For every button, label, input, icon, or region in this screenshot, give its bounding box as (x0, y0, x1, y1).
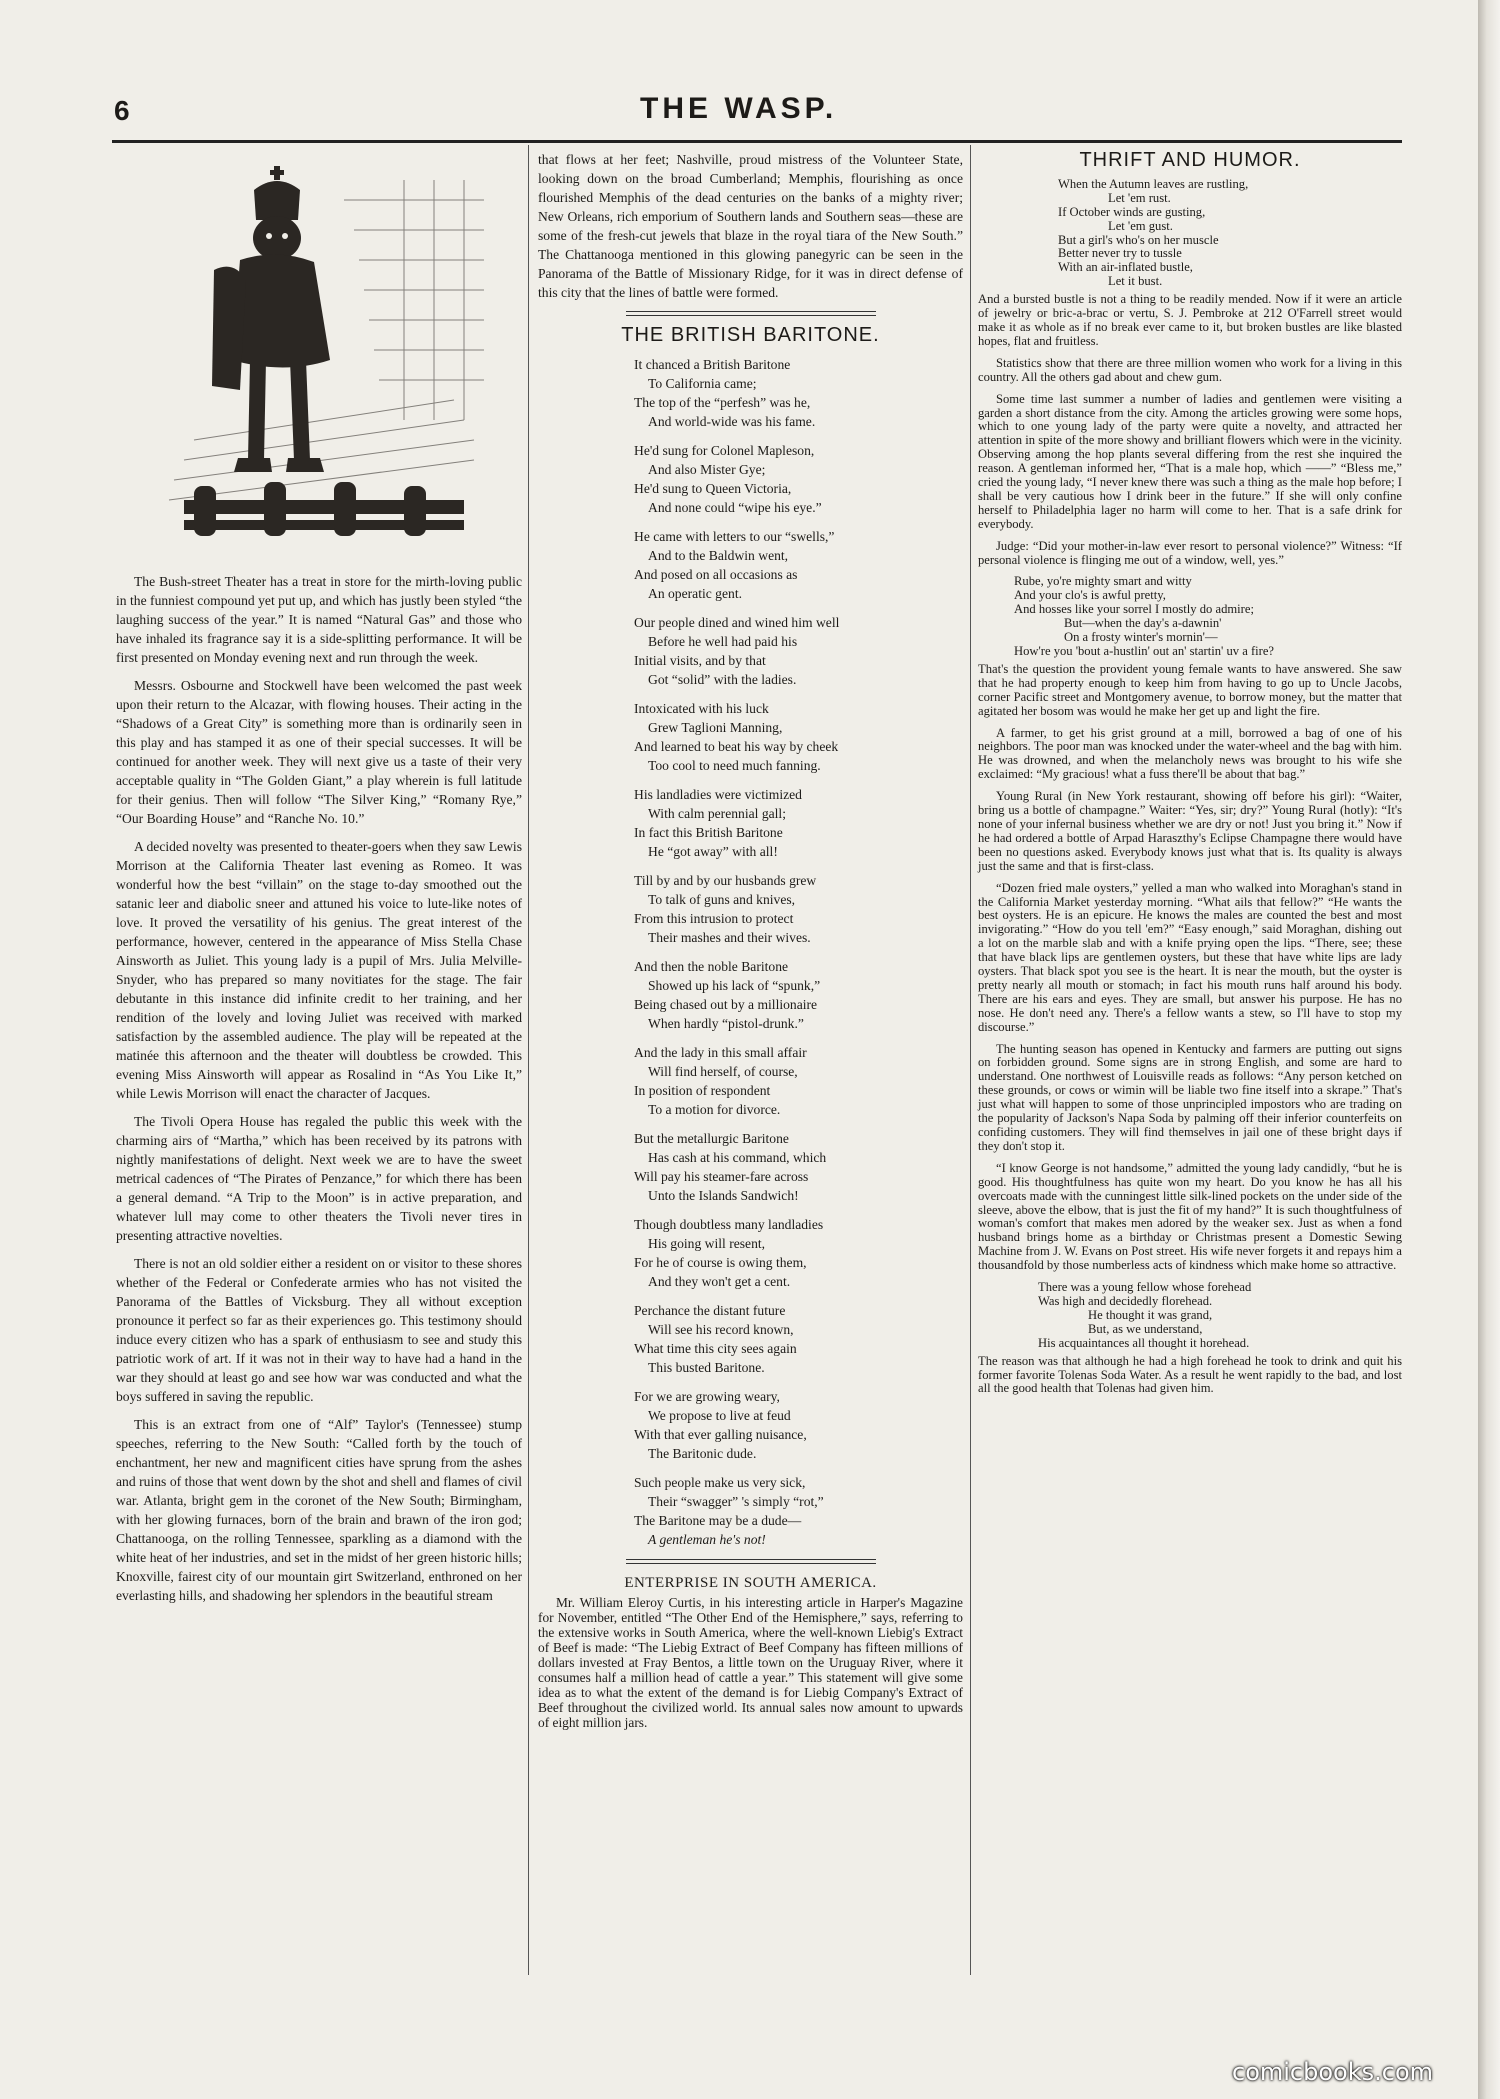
poem-stanza (538, 957, 963, 1033)
paragraph: The reason was that although he had a high forehead he took to drink and quit his former favorite Tolenas Soda Water. As a result he went rapidly to the bad, and lost all the good health that Tolenas had given him. (978, 1353, 1402, 1396)
paragraph: The hunting season has opened in Kentucky and farmers are putting out signs on forbidden ground. Some signs are in strong English, and some are hard to understand. One northwest of Louisville reads as follows: “Any person ketched on these grounds, or cows or wimin will be liable two fine itself into a skrape.” That's just what will happen to some of those unprincipled impostors who are trading on the popularity of Jackson's Napa Soda by palming off their inferior counterfeits on confiding customers. They will find themselves in jail one of these bright days if they don't stop it. (978, 1041, 1402, 1153)
poem-stanza (538, 441, 963, 517)
verse-line: But—when the day's a-dawnin' (1064, 616, 1222, 631)
verse-line: There was a young fellow whose forehead (1038, 1280, 1252, 1295)
poem-line: What time this city sees again (634, 1341, 797, 1356)
poem-line: The Baritonic dude. (648, 1446, 757, 1461)
poem-line: He “got away” with all! (648, 844, 778, 859)
paragraph: The Bush-street Theater has a treat in store for the mirth-loving public in the funniest compound yet put up, and which has justly been styled “the laughing success of the year.” It is named “Natural Gas” and those who have inhaled its fragrance say it is a side-splitting performance. It will be first presented on Monday evening next and run through the week. (116, 574, 522, 665)
article-title: ENTERPRISE IN SOUTH AMERICA. (624, 1575, 877, 1591)
poem-line: His landladies were victimized (634, 787, 802, 802)
verse-line: But, as we understand, (1088, 1321, 1203, 1336)
poem-line: Their “swagger” 's simply “rot,” (648, 1494, 824, 1509)
section-rule (626, 1559, 876, 1564)
poem (538, 355, 963, 1549)
verse-line: Rube, yo're mighty smart and witty (1014, 574, 1192, 589)
poem-line: With that ever galling nuisance, (634, 1427, 807, 1442)
poem-line: Too cool to need much fanning. (648, 758, 821, 773)
poem-line: And then the noble Baritone (634, 959, 789, 974)
poem-stanza (538, 1043, 963, 1119)
paragraph: Mr. William Eleroy Curtis, in his interesting article in Harper's Magazine for November, entitled “The Other End of the Hemisphere,” says, referring to the extensive works in South America, where the well-known Liebig's Extract of Beef is made: “The Liebig Extract of Beef Company has fifteen millions of dollars invested at Fray Bentos, a little town on the Uruguay River, where it consumes half a million head of cattle a year.” This statement will give some idea as to what the extent of the demand is for Liebig Company's Extract of Beef throughout the civilized world. Its annual sales now amount to upwards of eight million jars. (538, 1595, 963, 1730)
poem-line: Till by and by our husbands grew (634, 873, 817, 888)
paragraph: Young Rural (in New York restaurant, showing off before his girl): “Waiter, bring us a bottle of champagne.” Waiter: “Yes, sir; dry?” Young Rural (hotly): “It's none of your infernal business whether we are dry or not! Just you bring it.” Now if he had ordered a bottle of Arpad Haraszthy's Eclipse Champagne there would have been no questions asked. Everybody knows just what that is. Its quality is always just the same and that is first-class. (978, 789, 1402, 873)
poem-line: Intoxicated with his luck (634, 701, 769, 716)
verse-line: Let it bust. (1108, 274, 1163, 289)
verse (978, 575, 1402, 658)
verse-line: Let 'em rust. (1108, 190, 1171, 205)
verse-line: He thought it was grand, (1088, 1307, 1213, 1322)
poem-line: For we are growing weary, (634, 1389, 780, 1404)
poem-line: Will pay his steamer-fare across (634, 1169, 809, 1184)
section-title: THRIFT AND HUMOR. (1079, 149, 1301, 171)
poem-line: Their mashes and their wives. (648, 930, 811, 945)
watermark: comicbooks.com (1232, 2058, 1434, 2086)
verse-line: Let 'em gust. (1108, 218, 1173, 233)
paragraph: There is not an old soldier either a resident on or visitor to these shores whether of the Federal or Confederate armies who has not visited the Panorama of the Battles of Vicksburg. They all without exception pronounce it perfect so far as their experiences go. This testimony should induce every citizen who has a spark of enthusiasm to see and study this patriotic work of art. If it was not in their way to have had a hand in the war they should at least go and see how war was conducted and what the boys suffered in saving the republic. (116, 1256, 522, 1404)
poem-stanza (538, 1129, 963, 1205)
illustration-crowned-figure (154, 160, 484, 560)
poem-stanza (538, 355, 963, 431)
paragraph: Judge: “Did your mother-in-law ever resort to personal violence?” Witness: “If personal violence is flinging me out of a window, well, yes.” (978, 538, 1402, 567)
poem-line: Before he well had paid his (648, 634, 798, 649)
poem-line: In position of respondent (634, 1083, 771, 1098)
poem-stanza (538, 1301, 963, 1377)
poem-line: Unto the Islands Sandwich! (648, 1188, 799, 1203)
poem-line: Grew Taglioni Manning, (648, 720, 783, 735)
verse (978, 1281, 1402, 1351)
poem-line: Our people dined and wined him well (634, 615, 840, 630)
poem-stanza (538, 1215, 963, 1291)
paragraph: The Tivoli Opera House has regaled the public this week with the charming airs of “Martha,” which has been received by its patrons with nightly manifestations of delight. Next week we are to have the sweet metrical cadences of “The Pirates of Penzance,” for which there has been a general demand. “A Trip to the Moon” is in active preparation, and whatever lull may come to other theaters the Tivoli never tires in presenting attractive novelties. (116, 1114, 522, 1243)
poem-line: His going will resent, (648, 1236, 766, 1251)
verse-line: And your clo's is awful pretty, (1014, 588, 1166, 603)
verse-line: On a frosty winter's mornin'— (1064, 630, 1218, 645)
poem-line: With calm perennial gall; (648, 806, 786, 821)
poem-line: To a motion for divorce. (648, 1102, 781, 1117)
verse-line: But a girl's who's on her muscle (1058, 232, 1219, 247)
paragraph: This is an extract from one of “Alf” Taylor's (Tennessee) stump speeches, referring to the New South: “Called forth by the touch of enchantment, her new and magnificent cities have sprung from the ashes and ruins of those that went down by the shot and shell and flames of civil war. Atlanta, bright gem in the coronet of the New South; Birmingham, with her glowing furnaces, born of the brain and brawn of the iron god; Chattanooga, on the rolling Tennessee, sparkling as a diamond with the white heat of her industries, and set in the midst of her green historic hills; Knoxville, fairest city of our mountain girt Switzerland, enthroned on her everlasting hills, and shadowing her splendors in the beautiful stream (116, 1417, 522, 1603)
poem-line: And to the Baldwin went, (648, 548, 789, 563)
paragraph: “I know George is not handsome,” admitted the young lady candidly, “but he is good. His thoughtfulness has quite won my heart. Do you know he has all his overcoats made with the cunningest little silk-lined pockets on the under side of the sleeve, above the elbow, that is just the fit of my hand?” It is such thoughtfulness of woman's comfort that makes men adored by the weaker sex. Just as when a fond husband brings home as a birthday or Christmas present a Domestic Sewing Machine from J. W. Evans on Post street. His wife never forgets it and repays him a thousandfold by those numberless acts of kindness which make home so attractive. (978, 1160, 1402, 1273)
column-divider (528, 145, 529, 1975)
poem-stanza (538, 613, 963, 689)
page-edge (1478, 0, 1500, 2099)
poem-line: And the lady in this small affair (634, 1045, 807, 1060)
poem-line: When hardly “pistol-drunk.” (648, 1016, 804, 1031)
verse-line: Was high and decidedly florehead. (1038, 1293, 1213, 1308)
poem-stanza (538, 1387, 963, 1463)
poem-line: Got “solid” with the ladies. (648, 672, 797, 687)
poem-stanza (538, 871, 963, 947)
poem-line: To California came; (648, 376, 757, 391)
paragraph: Some time last summer a number of ladies and gentlemen were visiting a garden a short distance from the city. Among the articles growing were some hops, which to one young lady of the party were quite a novelty, and attracted her attention in spite of the more showy and brilliant flowers which were in the vicinity. Observing among the hop plants several differing from the rest she inquired the reason. A gentleman informed her, “That is a male hop, which ——” “Bless me,” cried the young lady, “I never knew there was such a thing as the male hop before; I shall be very cautious how I drink beer in the future.” If she will only confine herself to Philadelphia lager no harm will come to her. That is a safe drink for everybody. (978, 391, 1402, 531)
verse-line: His acquaintances all thought it horehead. (1038, 1335, 1250, 1350)
verse-line: Better never try to tussle (1058, 246, 1182, 261)
header-rule (112, 140, 1402, 143)
page-number: 6 (114, 95, 130, 126)
poem-line: Though doubtless many landladies (634, 1217, 824, 1232)
poem-line: And they won't get a cent. (648, 1274, 791, 1289)
poem-stanza (538, 785, 963, 861)
poem-line: Has cash at his command, which (648, 1150, 827, 1165)
section-rule (626, 311, 876, 316)
poem-line: He came with letters to our “swells,” (634, 529, 835, 544)
poem-line: Will see his record known, (648, 1322, 794, 1337)
paragraph: Statistics show that there are three million women who work for a living in this country. All the others gad about and chew gum. (978, 355, 1402, 384)
poem-line: And none could “wipe his eye.” (648, 500, 822, 515)
verse-line: When the Autumn leaves are rustling, (1058, 176, 1249, 191)
poem-line: From this intrusion to protect (634, 911, 794, 926)
poem-line: Will find herself, of course, (648, 1064, 798, 1079)
poem-line: In fact this British Baritone (634, 825, 783, 840)
masthead-title: THE WASP. (640, 92, 838, 125)
paragraph: A decided novelty was presented to theater-goers when they saw Lewis Morrison at the California Theater last evening as Romeo. It was wonderful how the best “villain” on the stage to-day smoothed out the satanic leer and diabolic sneer and attuned his voice to lute-like notes of love. It proved the versatility of his genius. The great interest of the performance, however, centered in the appearance of Miss Stella Chase Ainsworth as Juliet. This young lady is a pupil of Mrs. Julia Melville-Snyder, who has prepared so many novitiates for the stage. The fair debutante in this instance did infinite credit to her training, and her rendition of the lovely and loving Juliet was received with marked satisfaction by the assembled audience. The play will be repeated at the matinée this afternoon and the theater will doubtless be crowded. This evening Miss Ainsworth will appear as Rosalind in “As You Like It,” while Lewis Morrison will enact the character of Jacques. (116, 839, 522, 1101)
poem-line: And world-wide was his fame. (648, 414, 816, 429)
poem-stanza (538, 527, 963, 603)
poem-line: We propose to live at feud (648, 1408, 791, 1423)
poem-line: And learned to beat his way by cheek (634, 739, 839, 754)
verse-line: How're you 'bout a-hustlin' out an' startin' uv a fire? (1014, 644, 1275, 658)
poem-line: Showed up his lack of “spunk,” (648, 978, 821, 993)
paragraph: And a bursted bustle is not a thing to be readily mended. Now if it were an article of jewelry or bric-a-brac or vertu, S. J. Pembroke at 212 O'Farrell street would make it as whole as if no break ever came to it, but broken bustles are like blasted hopes, flat and fruitless. (978, 292, 1402, 348)
verse (978, 178, 1402, 289)
poem-line: Perchance the distant future (634, 1303, 786, 1318)
poem-line: It chanced a British Baritone (634, 357, 791, 372)
verse-line: With an air-inflated bustle, (1058, 260, 1193, 275)
poem-line: To talk of guns and knives, (648, 892, 796, 907)
paragraph: Messrs. Osbourne and Stockwell have been welcomed the past week upon their return to the Alcazar, with flowing houses. Their acting in the “Shadows of a Great City” is something more than is ordinarily seen in this play and has stamped it as one of their special successes. It will be continued for another week. They will next give us a taste of their very acceptable quality in “The Golden Giant,” a play wherein is full latitude for their genius. Then will follow “The Silver King,” “Romany Rye,” “Our Boarding House” and “Ranche No. 10.” (116, 678, 522, 826)
poem-line: The top of the “perfesh” was he, (634, 395, 811, 410)
poem-line: The Baritone may be a dude— (634, 1513, 802, 1528)
poem-line: For he of course is owing them, (634, 1255, 807, 1270)
poem-line: This busted Baritone. (648, 1360, 765, 1375)
column-two (538, 150, 963, 1739)
poem-line: He'd sung to Queen Victoria, (634, 481, 792, 496)
poem-stanza (538, 1473, 963, 1549)
column-one (116, 150, 522, 1614)
poem-line: An operatic gent. (648, 586, 742, 601)
poem-line: But the metallurgic Baritone (634, 1131, 789, 1146)
verse-line: If October winds are gusting, (1058, 204, 1206, 219)
paragraph: “Dozen fried male oysters,” yelled a man who walked into Moraghan's stand in the California Market yesterday morning. “What ails that fellow?” “He wants the best oysters. He is an epicure. He knows the males are counted the best and most invigorating.” “How do you tell 'em?” “Easy enough,” said Moraghan, dishing out a lot on the marble slab and with a knife prying open the lips. “There, see; these that have black lips are gentlemen oysters, but these that have white lips are lady oysters. That black spot you see is the heart. It is near the mouth, but the oyster is pretty nearly all mouth or stomach; in fact his mouth runs half around his body. There are his ears and eyes. They are small, but answer his purpose. He has no nose. He don't need any. There's a fellow wants a stew, so I'll have to stop my discourse.” (978, 880, 1402, 1034)
column-divider (970, 145, 971, 1975)
poem-line: He'd sung for Colonel Mapleson, (634, 443, 815, 458)
poem-line: Being chased out by a millionaire (634, 997, 818, 1012)
poem-line: Initial visits, and by that (634, 653, 766, 668)
poem-title: THE BRITISH BARITONE. (621, 324, 880, 346)
paragraph: that flows at her feet; Nashville, proud mistress of the Volunteer State, looking down on the broad Cumberland; Memphis, flourishing as once flourished Memphis of the dead centuries on the banks of a mighty river; New Orleans, rich emporium of Southern lands and Southern seas—these are some of the fresh-cut jewels that blaze in the royal tiara of the New South.” The Chattanooga mentioned in this glowing panegyric can be seen in the Panorama of the Battle of Missionary Ridge, for it was in direct defense of this city that the lines of battle were formed. (538, 152, 963, 300)
poem-line: A gentleman he's not! (648, 1532, 766, 1547)
verse-line: And hosses like your sorrel I mostly do admire; (1014, 602, 1254, 617)
poem-line: Such people make us very sick, (634, 1475, 806, 1490)
poem-line: And also Mister Gye; (648, 462, 766, 477)
paragraph: A farmer, to get his grist ground at a mill, borrowed a bag of one of his neighbors. The poor man was knocked under the water-wheel and the bag with him. He was drowned, and when the melancholy news was brought to his wife she exclaimed: “My gracious! what a fuss there'll be about that bag.” (978, 725, 1402, 782)
paragraph: That's the question the provident young female wants to have answered. She saw that he had property enough to keep him from having to go up to Uncle Jacobs, corner Pacific street and Montgomery avenue, to borrow money, but the matter that agitated her bosom was would he make her get up and light the fire. (978, 661, 1402, 718)
column-three (978, 150, 1402, 1404)
poem-stanza (538, 699, 963, 775)
poem-line: And posed on all occasions as (634, 567, 798, 582)
